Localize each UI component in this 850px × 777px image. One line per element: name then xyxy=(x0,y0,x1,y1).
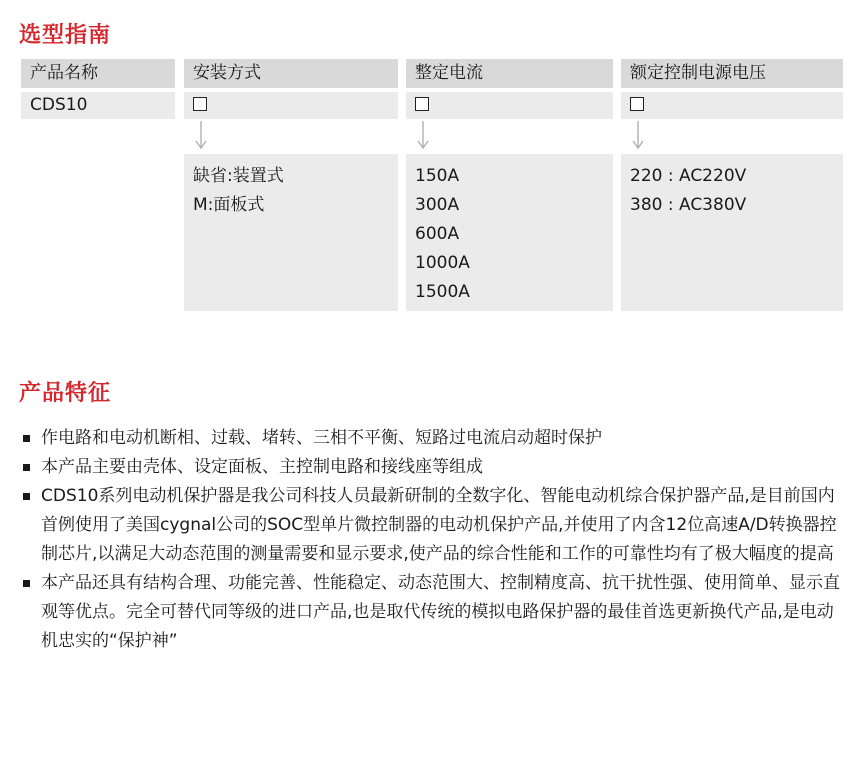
mounting-options xyxy=(184,154,398,311)
bullet-icon xyxy=(23,580,30,587)
current-option: 150A xyxy=(415,166,460,186)
current-checkbox-icon xyxy=(415,97,429,111)
mounting-option: M:面板式 xyxy=(193,195,265,215)
features-title: 产品特征 xyxy=(19,381,112,406)
header-mounting-method: 安装方式 xyxy=(184,59,398,88)
features-list xyxy=(21,424,847,656)
voltage-option: 380 : AC380V xyxy=(630,195,747,215)
current-option: 1500A xyxy=(415,282,470,302)
voltage-options xyxy=(621,154,843,311)
mounting-arrow-icon xyxy=(194,121,208,151)
current-code-box xyxy=(406,92,613,119)
voltage-option: 220 : AC220V xyxy=(630,166,747,186)
header-product-name: 产品名称 xyxy=(21,59,175,88)
current-option: 300A xyxy=(415,195,460,215)
current-option: 1000A xyxy=(415,253,470,273)
current-arrow-icon xyxy=(416,121,430,151)
feature-text: 本产品主要由壳体、设定面板、主控制电路和接线座等组成 xyxy=(41,457,483,477)
bullet-icon xyxy=(23,493,30,500)
bullet-icon xyxy=(23,435,30,442)
bullet-icon xyxy=(23,464,30,471)
mounting-code-box xyxy=(184,92,398,119)
feature-text: 作电路和电动机断相、过载、堵转、三相不平衡、短路过电流启动超时保护 xyxy=(41,428,602,448)
feature-item xyxy=(21,424,847,453)
feature-item xyxy=(21,453,847,482)
current-options xyxy=(406,154,613,311)
mounting-checkbox-icon xyxy=(193,97,207,111)
value-product-name: CDS10 xyxy=(21,92,175,119)
voltage-arrow-icon xyxy=(631,121,645,151)
feature-item xyxy=(21,569,847,656)
current-option: 600A xyxy=(415,224,460,244)
header-setting-current: 整定电流 xyxy=(406,59,613,88)
feature-text: 本产品还具有结构合理、功能完善、性能稳定、动态范围大、控制精度高、抗干扰性强、使用简单、显示直观等优点。完全可替代同等级的进口产品,也是取代传统的模拟电路保护器的最佳首选更新换代产品,是电动机忠实的“保护神” xyxy=(41,573,840,651)
feature-text: CDS10系列电动机保护器是我公司科技人员最新研制的全数字化、智能电动机综合保护器产品,是目前国内首例使用了美国cygnal公司的SOC型单片微控制器的电动机保护产品,并使用了内含12位高速A/D转换器控制芯片,以满足大动态范围的测量需要和显示要求,使产品的综合性能和工作的可靠性均有了极大幅度的提高 xyxy=(41,486,837,564)
feature-item xyxy=(21,482,847,569)
header-control-voltage: 额定控制电源电压 xyxy=(621,59,843,88)
selection-guide-title: 选型指南 xyxy=(19,23,112,48)
voltage-code-box xyxy=(621,92,843,119)
mounting-option: 缺省:装置式 xyxy=(193,166,284,186)
voltage-checkbox-icon xyxy=(630,97,644,111)
